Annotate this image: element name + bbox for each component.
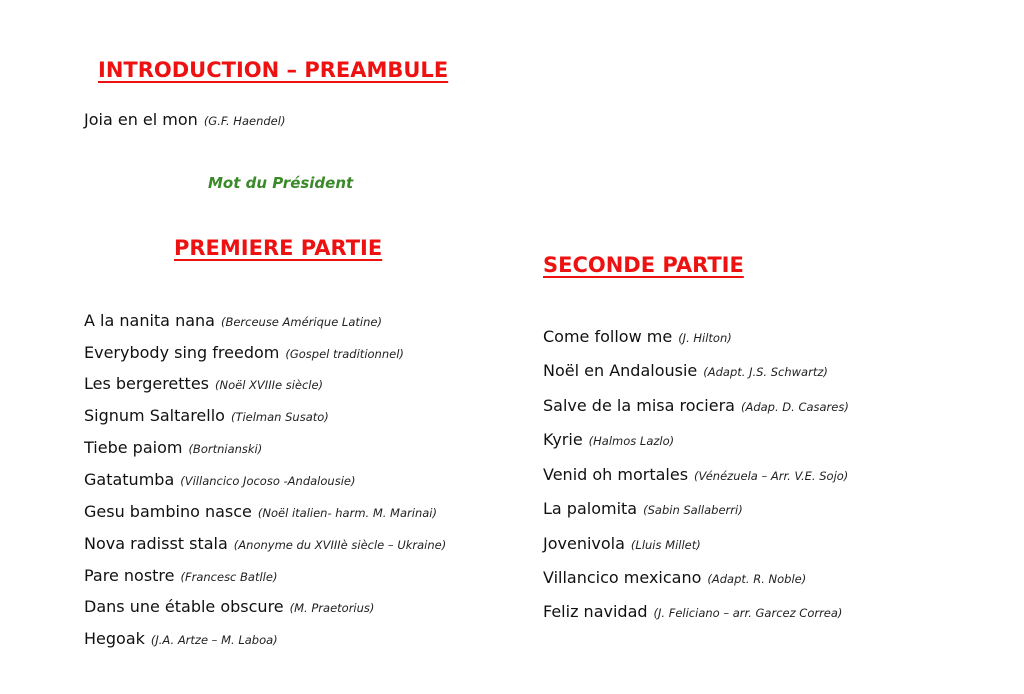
piece-credit: (Francesc Batlle) (180, 570, 278, 584)
introduction-heading: INTRODUCTION – PREAMBULE (98, 58, 449, 82)
part2-piece (543, 534, 701, 555)
part1-piece (84, 534, 446, 555)
piece-title: Noël en Andalousie (543, 361, 698, 380)
part2-piece (543, 499, 743, 520)
part1-piece (84, 502, 437, 523)
piece-title: Dans une étable obscure (84, 597, 284, 616)
part1-piece (84, 597, 374, 618)
piece-credit: (Adapt. R. Noble) (707, 572, 807, 586)
piece-credit: (Gospel traditionnel) (285, 347, 404, 361)
piece-title: Villancico mexicano (543, 568, 702, 587)
piece-credit: (Lluis Millet) (630, 538, 701, 552)
piece-credit: (Villancico Jocoso -Andalousie) (180, 474, 356, 488)
part2-piece (543, 602, 842, 623)
part1-piece (84, 374, 323, 395)
piece-credit: (Berceuse Amérique Latine) (220, 315, 382, 329)
part1-piece (84, 311, 382, 332)
piece-credit: (Noël XVIIIe siècle) (215, 378, 324, 392)
piece-credit: (Sabin Sallaberri) (643, 503, 743, 517)
piece-credit: (Adap. D. Casares) (740, 400, 849, 414)
part2-piece (543, 327, 732, 348)
part1-piece (84, 566, 277, 587)
piece-title: Everybody sing freedom (84, 343, 280, 362)
piece-title: Jovenivola (543, 534, 625, 553)
piece-title: Feliz navidad (543, 602, 648, 621)
piece-credit: (Vénézuela – Arr. V.E. Sojo) (694, 469, 849, 483)
part1-piece (84, 438, 262, 459)
piece-credit: (J. Feliciano – arr. Garcez Correa) (653, 606, 843, 620)
part2-piece (543, 430, 674, 451)
president-note: Mot du Président (208, 174, 354, 192)
piece-title: Nova radisst stala (84, 534, 228, 553)
piece-credit: (Bortnianski) (188, 442, 263, 456)
part1-piece (84, 406, 329, 427)
part2-piece (543, 396, 849, 417)
part2-piece (543, 361, 828, 382)
piece-credit: (Anonyme du XVIIIè siècle – Ukraine) (233, 538, 447, 552)
piece-title: Pare nostre (84, 566, 175, 585)
piece-title: La palomita (543, 499, 638, 518)
piece-title: Venid oh mortales (543, 465, 689, 484)
piece-credit: (J.A. Artze – M. Laboa) (150, 633, 278, 647)
piece-credit: (J. Hilton) (678, 331, 732, 345)
piece-title: A la nanita nana (84, 311, 215, 330)
piece-credit: (Halmos Lazlo) (588, 434, 675, 448)
part1-piece (84, 343, 404, 364)
piece-credit: (Noël italien- harm. M. Marinai) (257, 506, 437, 520)
piece-title: Kyrie (543, 430, 583, 449)
piece-title: Tiebe paiom (84, 438, 183, 457)
part2-piece (543, 568, 806, 589)
piece-title: Gesu bambino nasce (84, 502, 252, 521)
piece-credit: (G.F. Haendel) (203, 114, 286, 128)
piece-title: Hegoak (84, 629, 145, 648)
part2-piece (543, 465, 848, 486)
piece-title: Signum Saltarello (84, 406, 225, 425)
part1-piece (84, 470, 355, 491)
part2-heading: SECONDE PARTIE (543, 253, 744, 277)
part1-heading: PREMIERE PARTIE (174, 236, 383, 260)
piece-credit: (Tielman Susato) (230, 410, 329, 424)
piece-title: Joia en el mon (84, 110, 198, 129)
piece-title: Come follow me (543, 327, 673, 346)
part1-piece (84, 629, 278, 650)
piece-title: Gatatumba (84, 470, 175, 489)
piece-credit: (Adapt. J.S. Schwartz) (703, 365, 828, 379)
piece-credit: (M. Praetorius) (289, 601, 375, 615)
piece-title: Les bergerettes (84, 374, 209, 393)
piece-title: Salve de la misa rociera (543, 396, 735, 415)
intro-piece (84, 110, 285, 131)
